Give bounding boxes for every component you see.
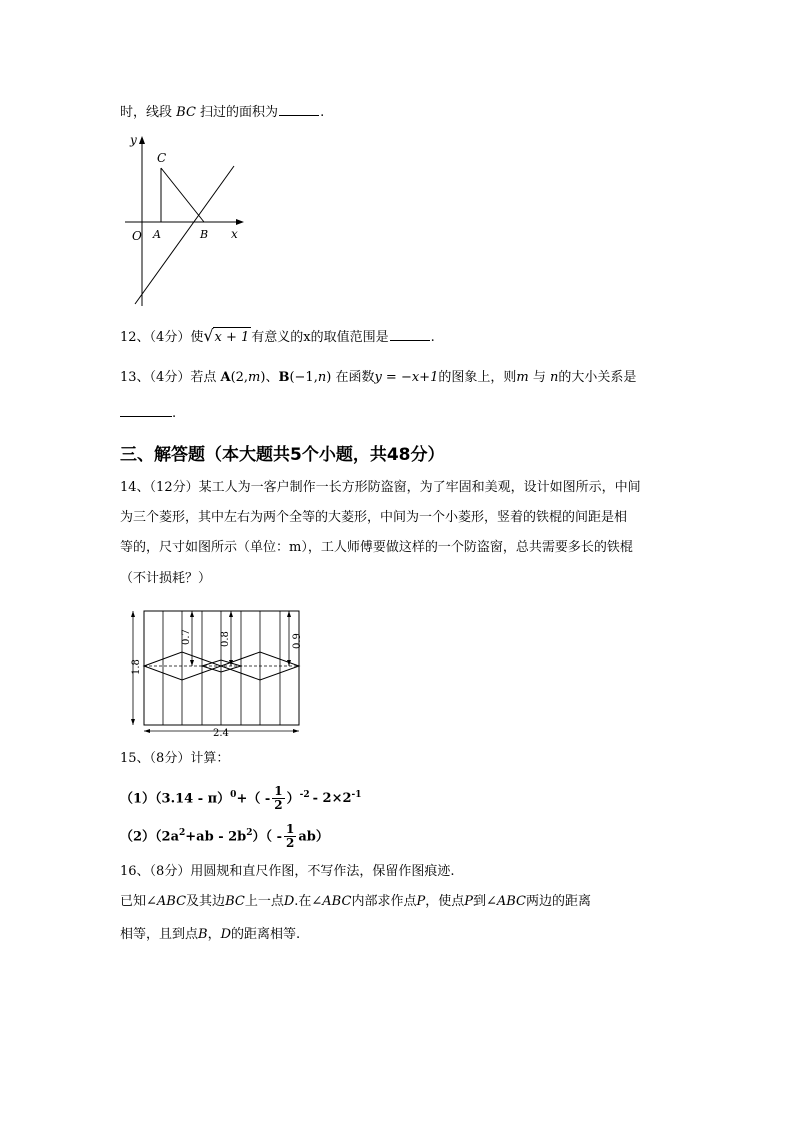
q12-answer-blank — [390, 328, 430, 341]
q13-m: m — [516, 370, 529, 385]
q16-line3-b: ， — [207, 927, 221, 942]
q11-segment: BC — [176, 105, 196, 120]
dim-b-label: 0.8 — [220, 631, 231, 647]
q16-line2-a: 已知∠ — [120, 894, 157, 909]
q15-p1-prefix: （1）（3.14 - π） — [120, 791, 231, 807]
dim-c-arrow-top — [287, 611, 291, 617]
q15-p1-num: 1 — [274, 784, 283, 799]
q16-line3-c: 的距离相等. — [231, 927, 301, 942]
q15-p2-open: ）（ - — [252, 829, 282, 845]
label-b: B — [200, 228, 209, 241]
label-o: O — [132, 229, 142, 243]
q15-p1-plus: +（ - — [236, 791, 271, 807]
dim-width-arrow-left — [144, 729, 150, 733]
q16-d2: D — [220, 927, 232, 942]
q15-p1-exp0: 0 — [230, 790, 237, 800]
dim-a-label: 0.7 — [181, 629, 192, 645]
q13-function: y = −x+1 — [374, 370, 439, 385]
dim-a-arrow-bottom — [190, 660, 194, 666]
q15-part2 — [120, 819, 329, 851]
q13-sep: 、 — [265, 370, 279, 385]
q15-p2-num: 1 — [285, 822, 295, 837]
q13-close-b: ) — [326, 370, 332, 385]
q15-p2-mid: +ab - 2b — [185, 829, 247, 845]
q11-text-after: 扫过的面积为 — [200, 105, 279, 120]
q13-number: 13、（4分）若点 — [120, 370, 217, 385]
label-y: y — [130, 133, 137, 147]
q12-radicand: x + 1 — [213, 327, 252, 348]
q16-line3 — [120, 925, 300, 945]
q15-p1-rest: - 2×2 — [312, 791, 352, 807]
q16-line3-a: 相等，且到点 — [120, 927, 199, 942]
q15-p2-fraction — [284, 823, 296, 850]
x-axis-arrow — [236, 219, 244, 225]
q16-abc2: ABC — [322, 894, 352, 909]
dim-height-arrow-bottom — [131, 719, 135, 725]
q14-line4: （不计损耗？） — [120, 571, 212, 586]
dim-a-arrow-top — [190, 611, 194, 617]
q16-line2-d: .在∠ — [294, 894, 323, 909]
q13-and: 与 — [532, 370, 546, 385]
q16-abc3: ABC — [496, 894, 527, 909]
q16-line2-g: 到∠ — [472, 894, 497, 909]
label-a: A — [153, 228, 161, 241]
q11-text: 时，线段 — [120, 105, 173, 120]
q15-p1-den: 2 — [274, 798, 283, 813]
q15-p2-den: 2 — [285, 836, 295, 851]
q12-number: 12、（4分）使 — [120, 330, 204, 345]
section-heading: 三、解答题（本大题共5个小题，共48分） — [120, 445, 445, 465]
q13-n: n — [549, 370, 559, 385]
window-frame — [144, 611, 299, 725]
q12-line — [120, 326, 435, 348]
q15-p2-sq1: 2 — [179, 828, 186, 838]
q16-line2-c: 上一点 — [244, 894, 284, 909]
dim-height-arrow-top — [131, 611, 135, 617]
vertical-bars — [163, 611, 280, 725]
q15-p1-fraction — [272, 785, 284, 812]
q13-coord-a: (2, — [230, 370, 249, 385]
q11-tail-line — [120, 103, 324, 123]
q11-answer-blank — [279, 103, 319, 116]
q15-p2-sq2: 2 — [246, 828, 253, 838]
dim-c-label: 0.9 — [292, 633, 303, 649]
window-figure — [125, 605, 310, 740]
q16-bc: BC — [225, 894, 245, 909]
dim-b-arrow-top — [229, 611, 233, 617]
q14-line3: 等的，尺寸如图所示（单位：m），工人师傅要做这样的一个防盗窗，总共需要多长的铁棍 — [120, 540, 633, 555]
q14-line2: 为三个菱形，其中左右为两个全等的大菱形，中间为一个小菱形，竖着的铁棍的间距是相 — [120, 510, 628, 525]
q16-b: B — [198, 927, 208, 942]
q15-part1 — [120, 781, 362, 813]
q13-mid: 在函数 — [335, 370, 375, 385]
q16-line2-b: 及其边 — [186, 894, 226, 909]
q16-line2 — [120, 892, 591, 912]
q15-p1-close: ） — [286, 791, 300, 807]
q16-line2-e: 内部求作点 — [351, 894, 417, 909]
q11-end: . — [320, 105, 325, 120]
q15-p1-exp1: -1 — [351, 790, 362, 800]
q14-line1: 14、（12分）某工人为一客户制作一长方形防盗窗，为了牢固和美观，设计如图所示，中间 — [120, 480, 641, 495]
q15-title: 15、（8分）计算： — [120, 751, 230, 766]
q13-var-n: n — [317, 370, 327, 385]
q13-end: . — [172, 406, 177, 421]
q15-p1-exp2: -2 — [299, 790, 310, 800]
q16-line2-f: ，使点 — [425, 894, 465, 909]
label-x: x — [231, 227, 238, 241]
q16-p2: P — [464, 894, 473, 909]
q12-end: . — [430, 330, 435, 345]
q13-line — [120, 368, 636, 388]
dim-width-label: 2.4 — [213, 728, 229, 739]
dim-height-label: 1.8 — [131, 659, 142, 675]
q13-blank-line — [120, 404, 176, 424]
dim-width-arrow-right — [293, 729, 299, 733]
q13-point-b: B — [278, 370, 290, 385]
q16-title: 16、（8分）用圆规和直尺作图，不写作法，保留作图痕迹. — [120, 864, 455, 879]
q13-coord-b: (−1, — [289, 370, 318, 385]
coordinate-graph — [120, 128, 255, 308]
sqrt-symbol: √ — [203, 326, 214, 345]
segment-cb — [161, 168, 204, 222]
q16-line2-h: 两边的距离 — [526, 894, 592, 909]
q13-close-a: ) — [260, 370, 266, 385]
q12-text-after: 有意义的x的取值范围是 — [251, 330, 389, 345]
q13-text-after: 的图象上，则 — [438, 370, 517, 385]
q15-p2-prefix: （2）（2a — [120, 829, 180, 845]
q13-tail: 的大小关系是 — [558, 370, 637, 385]
q16-d1: D — [283, 894, 295, 909]
q13-answer-blank — [120, 404, 172, 417]
q13-var-m: m — [248, 370, 261, 385]
q16-p1: P — [416, 894, 426, 909]
q15-p2-tail: ab） — [298, 829, 329, 845]
q13-point-a: A — [220, 370, 231, 385]
label-c: C — [157, 151, 167, 165]
function-line — [135, 166, 234, 304]
y-axis-arrow — [139, 136, 145, 144]
q16-abc1: ABC — [156, 894, 187, 909]
